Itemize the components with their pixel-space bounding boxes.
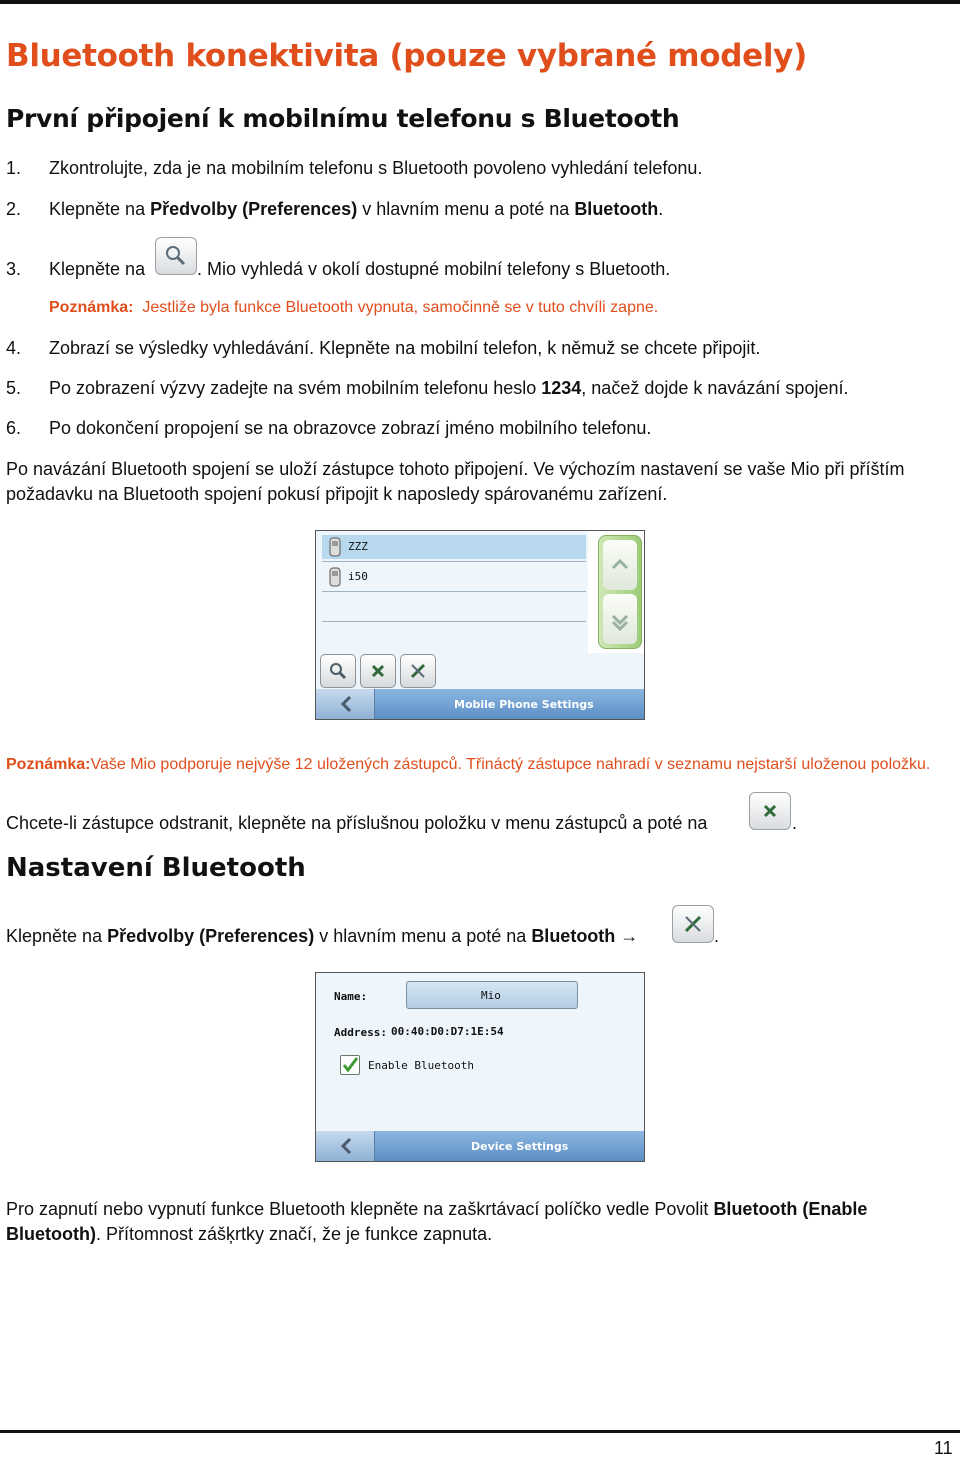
wrench-icon [672,905,714,943]
phone-name: ZZZ [348,540,368,553]
step-3-post: . Mio vyhledá v okolí dostupné mobilní telefony s Bluetooth. [197,259,671,279]
scrollbar[interactable] [598,535,642,649]
enable-bluetooth-label: Enable Bluetooth [368,1059,474,1072]
chevron-left-icon [316,1131,374,1161]
mobile-phone-settings-screenshot [315,530,645,720]
phone-name: i50 [348,570,368,583]
search-button-inline [155,237,197,275]
scroll-down-button[interactable] [603,594,637,644]
page-number: 11 [934,1438,953,1458]
paragraph-delete-shortcut: Chcete-li zástupce odstranit, klepněte na příslušnou položku v menu zástupců a poté na [6,813,708,833]
delete-button-inline [749,792,791,830]
step-6-number: 6. [6,418,22,438]
phone-list-item-i50[interactable] [322,565,586,589]
address-label: Address: [334,1026,387,1039]
page-title: Bluetooth konektivita (pouze vybrané modely) [6,38,807,74]
step-4-text: Zobrazí se výsledky vyhledávání. Klepněte na mobilní telefon, k němuž se chcete připojit. [49,338,761,358]
back-button[interactable] [316,689,375,719]
list-divider [322,621,586,622]
scroll-up-button[interactable] [603,540,637,590]
chevron-left-icon [316,689,374,719]
note-bluetooth-auto: Poznámka: Jestliže byla funkce Bluetooth vypnuta, samočinně se v tuto chvíli zapne. [49,299,659,316]
step-6-text: Po dokončení propojení se na obrazovce zobrazí jméno mobilního telefonu. [49,418,652,438]
step-5-text: Po zobrazení výzvy zadejte na svém mobilním telefonu heslo 1234, načež dojde k navázání spojení. [49,378,849,398]
step-4-number: 4. [6,338,22,358]
bottom-rule [0,1430,960,1433]
mobile-phone-icon [328,537,342,557]
search-icon [155,237,197,275]
device-settings-screenshot [315,972,645,1162]
phone-list-item-zzz[interactable] [322,535,586,559]
title-bar [316,1131,644,1161]
back-button[interactable] [316,1131,375,1161]
address-value: 00:40:D0:D7:1E:54 [391,1025,504,1038]
screen-title: Device Settings [471,1140,569,1153]
list-divider [322,561,586,562]
section-heading-first-connection: První připojení k mobilnímu telefonu s Bluetooth [6,104,680,133]
search-button[interactable] [320,654,356,688]
settings-button-inline [672,905,714,943]
device-name-value: Mio [481,989,501,1002]
screen-title: Mobile Phone Settings [454,698,594,711]
wrench-icon [401,655,435,687]
title-bar [316,689,644,719]
check-icon [341,1056,359,1074]
note-shortcut-limit: Poznámka:Vaše Mio podporuje nejvýše 12 uložených zástupců. Třináctý zástupce nahradí v seznamu nejstarší uloženou položku. [6,756,931,773]
settings-button[interactable] [400,654,436,688]
paragraph-toggle-bluetooth-line-1: Pro zapnutí nebo vypnutí funkce Bluetooth klepněte na zaškrtávací políčko vedle Povolit Bluetooth (Enable [6,1199,868,1219]
paragraph-delete-shortcut-end: . [792,813,798,833]
paragraph-open-bluetooth-settings: Klepněte na Předvolby (Preferences) v hlavním menu a poté na Bluetooth → [6,926,639,946]
list-divider [322,591,586,592]
device-name-field[interactable] [406,981,578,1009]
step-2-number: 2. [6,199,22,219]
step-3-pre: Klepněte na [49,259,146,279]
step-2-text: Klepněte na Předvolby (Preferences) v hlavním menu a poté na Bluetooth. [49,199,664,219]
chevron-down-icon [603,594,637,644]
search-icon [321,655,355,687]
step-5-number: 5. [6,378,22,398]
paragraph-toggle-bluetooth-line-2: Bluetooth). Přítomnost zášķrtky značí, že je funkce zapnuta. [6,1224,493,1244]
delete-button[interactable] [360,654,396,688]
toolbar [316,653,644,689]
step-3-number: 3. [6,259,22,279]
close-icon [361,655,395,687]
paragraph-open-bluetooth-settings-end: . [714,926,720,946]
step-1-number: 1. [6,158,22,178]
paragraph-shortcut-line-1: Po navázání Bluetooth spojení se uloží zástupce tohoto připojení. Ve výchozím nastavení se vaše Mio při příštím [6,459,905,479]
mobile-phone-icon [328,567,342,587]
name-label: Name: [334,990,368,1003]
close-icon [749,792,791,830]
top-rule [0,0,960,4]
section-heading-bluetooth-settings: Nastavení Bluetooth [6,853,306,883]
chevron-up-icon [603,540,637,590]
step-1-text: Zkontrolujte, zda je na mobilním telefonu s Bluetooth povoleno vyhledání telefonu. [49,158,703,178]
paragraph-shortcut-line-2: požadavku na Bluetooth spojení pokusí připojit k naposledy spárovanému zařízení. [6,484,668,504]
enable-bluetooth-checkbox[interactable] [340,1055,360,1075]
